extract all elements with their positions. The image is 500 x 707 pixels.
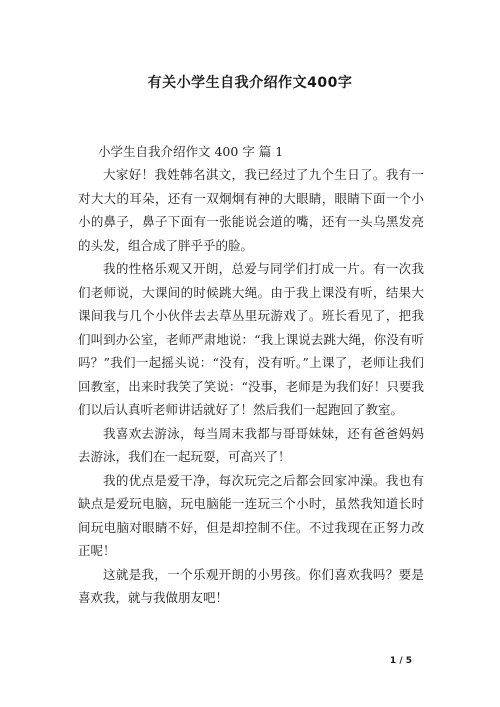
paragraph-2: 我的性格乐观又开朗，总爱与同学们打成一片。有一次我们老师说，大课间的时候跳大绳。由于我上课没有听，结果大课间我与几个小伙伴去去草丛里玩游戏了。班长看见了，把我们叫到办公室，老师严肃地说：“我上课说去跳大绳，你没有听吗？”我们一起摇头说：“没有，没有听。”上课了，老师让我们回教室，出来时我笑了笑说：“没事，老师是为我们好！只要我们以后认真听老师讲话就好了！然后我们一起跑回了教室。 — [78, 261, 424, 417]
paragraph-4: 我的优点是爱干净，每次玩完之后都会回家冲澡。我也有缺点是爱玩电脑，玩电脑能一连玩三个小时，虽然我知道长时间玩电脑对眼睛不好，但是却控制不住。不过我现在正努力改正呢！ — [78, 472, 424, 558]
page-number: 1 / 5 — [389, 656, 412, 666]
section-heading: 小学生自我介绍作文 400 字 篇 1 — [98, 144, 284, 159]
document-body — [78, 163, 424, 610]
document-title: 有关小学生自我介绍作文400字 — [147, 75, 353, 91]
paragraph-3: 我喜欢去游泳，每当周末我都与哥哥妹妹，还有爸爸妈妈去游泳，我们在一起玩耍，可高兴了！ — [78, 425, 424, 464]
paragraph-1: 大家好！我姓韩名淇文，我已经过了九个生日了。我有一对大大的耳朵，还有一双炯炯有神的大眼睛，眼睛下面一个小小的鼻子，鼻子下面有一张能说会道的嘴，还有一头乌黑发亮的头发，组合成了胖乎乎的脸。 — [78, 167, 424, 253]
paragraph-5: 这就是我，一个乐观开朗的小男孩。你们喜欢我吗？要是喜欢我，就与我做朋友吧！ — [78, 566, 424, 605]
